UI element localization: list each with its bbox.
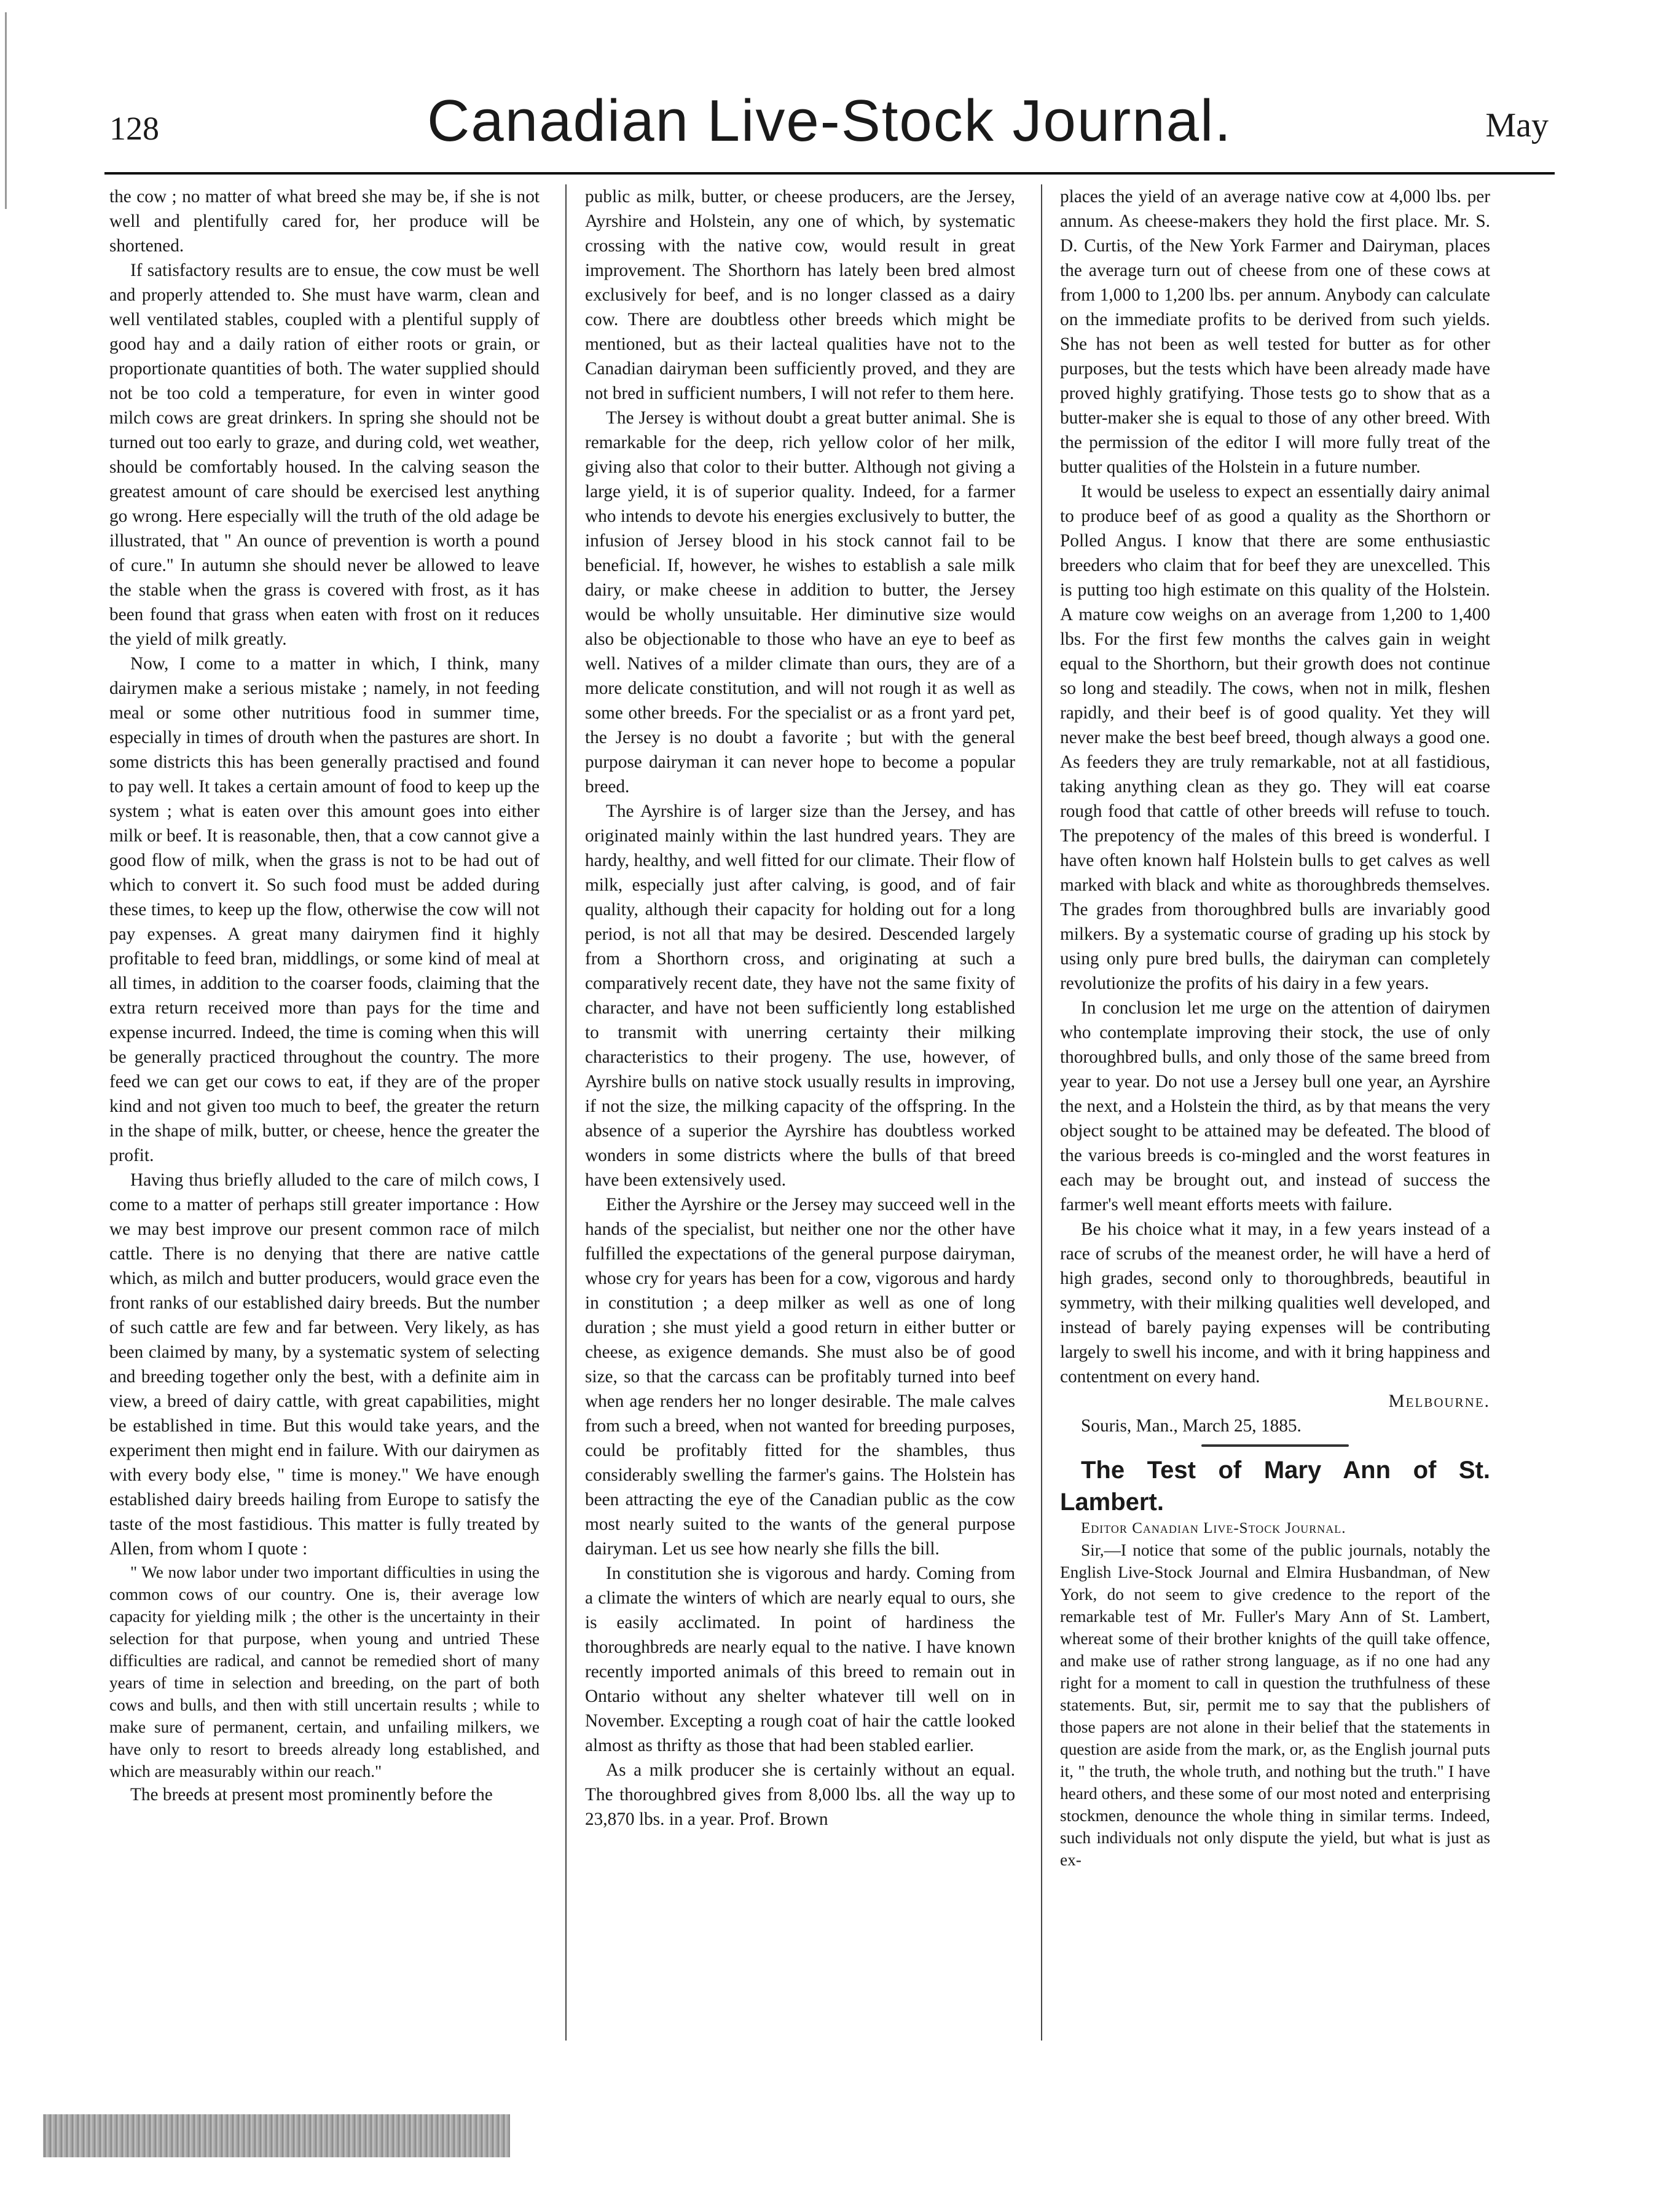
paragraph: Having thus briefly alluded to the care of milch cows, I come to a matter of perhaps still greater importance : How we may best improve our present common race of milch cattle. There is no denying that there are native cattle which, as milch and butter producers, would grace even the front ranks of our established dairy breeds. But the number of such cattle are few and far between. Very likely, as has been claimed by many, by a systematic system of selecting and breeding together only the best, with a definite aim in view, a breed of dairy cattle, with great capabilities, might be established in time. But this would take years, and the experiment then might end in failure. With our dairymen as with every body else, " time is money." We have enough established dairy breeds hailing from Europe to satisfy the taste of the most fastidious. This matter is fully treated by Allen, from whom I quote :: [109, 1170, 540, 1559]
column-1: [109, 184, 540, 2041]
letter-body: Sir,—I notice that some of the public journals, notably the English Live-Stock Journal and Elmira Husbandman, of New York, do not seem to give credence to the report of the remarkable test of Mr. Fuller's Mary Ann of St. Lambert, whereat some of their brother knights of the quill take offence, and make use of rather strong language, as if no one had any right for a moment to call in question the truthfulness of these statements. But, sir, permit me to say that the publishers of those papers are not alone in their belief that the statements in question are aside from the mark, or, as the English journal puts it, " the truth, the whole truth, and nothing but the truth." I have heard others, and these some of our most noted and enterprising stockmen, denounce the whole thing in similar terms. Indeed, such individuals not only dispute the yield, but what is just as ex-: [1060, 1541, 1490, 1869]
issue-month: May: [1485, 106, 1549, 144]
paragraph: Now, I come to a matter in which, I think, many dairymen make a serious mistake ; namely, in not feeding meal or some other nutritious food in summer time, especially in times of drouth when the pastures are short. In some districts this has been generally practised and found to pay well. It takes a certain amount of food to keep up the system ; what is eaten over this amount goes into either milk or beef. It is reasonable, then, that a cow cannot give a good flow of milk, when the grass is not to be had out of which to convert it. So such food must be added during these times, to keep up the flow, otherwise the cow will not pay expenses. A great many dairymen find it highly profitable to feed bran, middlings, or some kind of meal at all times, in addition to the coarser foods, claiming that the extra return received more than pays for the time and expense incurred. Indeed, the time is coming when this will be generally practiced throughout the country. The more feed we can get our cows to eat, if they are of the proper kind and not given too much to beef, the greater the return in the shape of milk, butter, or cheese, hence the greater the profit.: [109, 654, 540, 1165]
editor-salutation: Editor Canadian Live-Stock Journal.: [1081, 1520, 1346, 1537]
journal-title: Canadian Live-Stock Journal.: [426, 88, 1233, 154]
column-rule: [1041, 184, 1042, 2041]
paragraph: Be his choice what it may, in a few years instead of a race of scrubs of the meanest order, he will have a herd of high grades, second only to thoroughbreds, beautiful in symmetry, with their milking qualities well developed, and instead of barely paying expenses will be contributing largely to swell his income, and with it bring happiness and contentment on every hand.: [1060, 1219, 1490, 1387]
dateline: Souris, Man., March 25, 1885.: [1081, 1416, 1302, 1436]
paragraph: places the yield of an average native cow at 4,000 lbs. per annum. As cheese-makers they hold the first place. Mr. S. D. Curtis, of the New York Farmer and Dairyman, places the average turn out of cheese from one of these cows at from 1,000 to 1,200 lbs. per annum. Anybody can calculate on the immediate profits to be derived from such yields. She has not been as well tested for butter as for other purposes, but the tests which have been already made have proved highly gratifying. Those tests go to show that as a butter-maker she is equal to those of any other breed. With the permission of the editor I will more fully treat of the butter qualities of the Holstein in a future number.: [1060, 187, 1490, 477]
paragraph: the cow ; no matter of what breed she may be, if she is not well and plentifully cared for, her produce will be shortened.: [109, 187, 540, 256]
paragraph: If satisfactory results are to ensue, the cow must be well and properly attended to. She must have warm, clean and well ventilated stables, coupled with a plentiful supply of good hay and a daily ration of either roots or grain, or proportionate quantities of both. The water supplied should not be too cold a temperature, for even in winter good milch cows are great drinkers. In spring she should not be turned out too early to graze, and during cold, wet weather, should be comfortably housed. In the calving season the greatest amount of care should be exercised lest anything go wrong. Here especially will the truth of the old adage be illustrated, that " An ounce of prevention is worth a pound of cure." In autumn she should never be allowed to leave the stable when the grass is covered with frost, as it has been found that grass when eaten with frost on it reduces the yield of milk greatly.: [109, 261, 540, 649]
scan-artifact: [43, 2114, 510, 2157]
column-2: [585, 184, 1015, 2041]
article-title: The Test of Mary Ann of St. Lambert.: [1060, 1457, 1490, 1516]
margin-mark: [5, 12, 7, 209]
page-number: 128: [109, 110, 159, 147]
paragraph: In conclusion let me urge on the attention of dairymen who contemplate improving their stock, the use of only thoroughbred bulls, and only those of the same breed from year to year. Do not use a Jersey bull one year, an Ayrshire the next, and a Holstein the third, as by that means the very object sought to be attained may be defeated. The blood of the various breeds is co-mingled and the worst features in each may be brought out, and instead of success the farmer's well meant efforts meets with failure.: [1060, 998, 1490, 1214]
page-header: [104, 88, 1555, 175]
paragraph: The Ayrshire is of larger size than the Jersey, and has originated mainly within the last hundred years. They are hardy, healthy, and well fitted for our climate. Their flow of milk, especially just after calving, is good, and of fair quality, although their capacity for holding out for a long period, is not all that may be desired. Descended largely from a Shorthorn cross, and originating at such a comparatively recent date, they have not the same fixity of character, and have not been sufficiently long established to transmit with unerring certainty their milking characteristics to their progeny. The use, however, of Ayrshire bulls on native stock usually results in improving, if not the size, the milking capacity of the offspring. In the absence of a superior the Ayrshire has doubtless worked wonders in some districts where the bulls of that breed have been extensively used.: [585, 801, 1015, 1190]
paragraph: As a milk producer she is certainly without an equal. The thoroughbred gives from 8,000 lbs. all the way up to 23,870 lbs. in a year. Prof. Brown: [585, 1760, 1015, 1829]
paragraph: In constitution she is vigorous and hardy. Coming from a climate the winters of which are nearly equal to ours, she is easily acclimated. In point of hardiness the thoroughbreds are nearly equal to the native. I have known recently imported animals of this breed to remain out in Ontario without any shelter whatever till well on in November. Excepting a rough coat of hair the cattle looked almost as thrifty as those that had been stabled earlier.: [585, 1564, 1015, 1755]
column-3: [1060, 184, 1490, 2041]
paragraph: It would be useless to expect an essentially dairy animal to produce beef of as good a quality as the Shorthorn or Polled Angus. I know that there are some enthusiastic breeders who claim that for beef they are unexcelled. This is putting too high estimate on this quality of the Holstein. A mature cow weighs on an average from 1,200 to 1,400 lbs. For the first few months the calves gain in weight equal to the Shorthorn, but their growth does not continue so long and steadily. The cows, when not in milk, fleshen rapidly, and their beef is of good quality. Yet they will never make the best beef breed, though always a good one. As feeders they are truly remarkable, not at all fastidious, taking anything clean as they go. They will eat coarse rough food that cattle of other breeds will refuse to touch. The prepotency of the males of this breed is wonderful. I have often known half Holstein bulls to get calves as well marked with black and white as thoroughbreds themselves. The grades from thoroughbred bulls are invariably good milkers. By a systematic course of grading up his stock by using only pure bred bulls, the dairyman can completely revolutionize the profits of his dairy in a few years.: [1060, 482, 1490, 993]
column-rule: [565, 184, 567, 2041]
quotation: " We now labor under two important difficulties in using the common cows of our country. One is, their average low capacity for yielding milk ; the other is the uncertainty in their selection for that purpose, when young and untried These difficulties are radical, and cannot be remedied short of many years of time in selection and breeding, on the part of both cows and bulls, and then with still uncertain results ; while to make sure of permanent, certain, and unfailing milkers, we have only to resort to breeds already long established, and which are measurably within our reach.": [109, 1563, 540, 1781]
section-separator: [1201, 1444, 1349, 1447]
paragraph: The Jersey is without doubt a great butter animal. She is remarkable for the deep, rich yellow color of her milk, giving also that color to their butter. Although not giving a large yield, it is of superior quality. Indeed, for a farmer who intends to devote his energies exclusively to butter, the infusion of Jersey blood in his stock cannot fail to be beneficial. If, however, he wishes to establish a sale milk dairy, or make cheese in addition to butter, the Jersey would be wholly unsuitable. Her diminutive size would also be objectionable to those who have an eye to beef as well. Natives of a milder climate than ours, they are of a more delicate constitution, and will not rough it as well as some other breeds. For the specialist or as a front yard pet, the Jersey is no doubt a favorite ; but with the general purpose dairyman it can never hope to become a popular breed.: [585, 408, 1015, 797]
paragraph: public as milk, butter, or cheese producers, are the Jersey, Ayrshire and Holstein, any one of which, by systematic crossing with the native cow, would result in great improvement. The Shorthorn has lately been bred almost exclusively for beef, and is no longer classed as a dairy cow. There are doubtless other breeds which might be mentioned, but as their lacteal qualities have not to the Canadian dairyman been sufficiently proved, and they are not bred in sufficient numbers, I will not refer to them here.: [585, 187, 1015, 403]
paragraph: The breeds at present most prominently before the: [130, 1785, 493, 1805]
paragraph: Either the Ayrshire or the Jersey may succeed well in the hands of the specialist, but neither one nor the other have fulfilled the expectations of the general purpose dairyman, whose cry for years has been for a cow, vigorous and hardy in constitution ; a deep milker as well as one of long duration ; she must yield a good return in either butter or cheese, as exigence demands. She must also be of good size, so that the carcass can be profitably turned into beef when age renders her no longer desirable. The male calves from such a breed, when not wanted for breeding purposes, could be profitably fitted for the shambles, thus considerably swelling the farmer's gains. The Holstein has been attracting the eye of the Canadian public as the cow most nearly suited to the wants of the general purpose dairyman. Let us see how nearly she fills the bill.: [585, 1195, 1015, 1559]
author-signature: Melbourne.: [1388, 1391, 1490, 1411]
